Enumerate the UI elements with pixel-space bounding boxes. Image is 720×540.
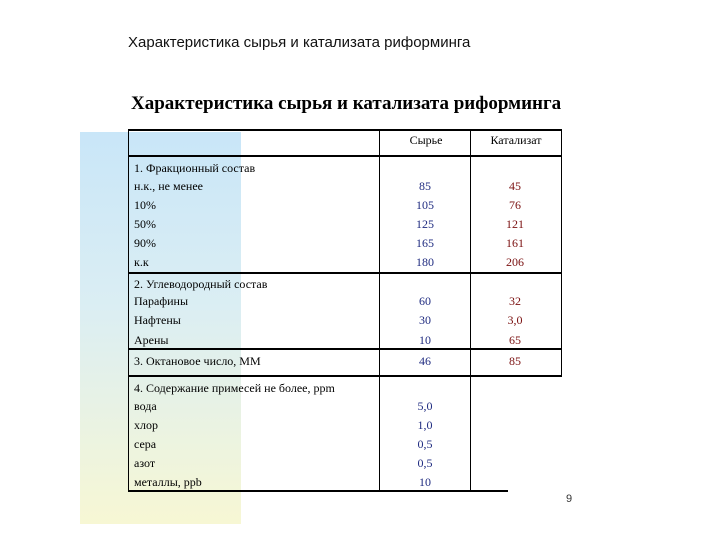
section3-divider — [128, 375, 562, 377]
row-label: Арены — [134, 333, 169, 347]
cell-cat: 45 — [509, 179, 521, 193]
cell-raw: 180 — [416, 255, 434, 269]
cell-raw: 60 — [419, 294, 431, 308]
row-label: металлы, ppb — [134, 475, 202, 489]
section-heading: 4. Содержание примесей не более, ppm — [134, 381, 335, 395]
row-label: сера — [134, 437, 157, 451]
section-heading: 1. Фракционный состав — [134, 161, 256, 175]
cell-cat: 121 — [506, 217, 524, 231]
cell-cat: 32 — [509, 294, 521, 308]
cell-raw: 1,0 — [417, 418, 433, 432]
row-label: н.к., не менее — [134, 179, 203, 193]
cell-cat: 65 — [509, 333, 521, 347]
table-top-border — [128, 129, 562, 131]
section1-divider — [128, 272, 562, 274]
cell-cat: 206 — [506, 255, 524, 269]
data-table — [128, 129, 562, 492]
row-label: Нафтены — [134, 313, 181, 327]
slide-header: Характеристика сырья и катализата риформинга — [128, 34, 471, 51]
column-header-raw: Сырье — [409, 133, 443, 147]
table-right-border — [561, 129, 562, 377]
column-header-catalyzate: Катализат — [490, 133, 542, 147]
slide-title: Характеристика сырья и катализата риформинга — [131, 93, 562, 114]
row-label: хлор — [134, 418, 158, 432]
cell-raw: 125 — [416, 217, 434, 231]
row-label: 90% — [134, 236, 156, 250]
cell-raw: 165 — [416, 236, 434, 250]
cell-raw: 10 — [419, 475, 431, 489]
cell-raw: 0,5 — [417, 437, 433, 451]
col-divider-1 — [379, 129, 380, 492]
section-heading: 3. Октановое число, ММ — [134, 354, 261, 368]
page-number: 9 — [566, 493, 573, 505]
row-label: 10% — [134, 198, 156, 212]
cell-cat: 76 — [509, 198, 521, 212]
section-heading: 2. Углеводородный состав — [134, 277, 268, 291]
row-label: Парафины — [134, 294, 188, 308]
cell-raw: 105 — [416, 198, 434, 212]
row-label: к.к — [134, 255, 149, 269]
header-divider — [128, 155, 562, 157]
cell-raw: 5,0 — [417, 399, 433, 413]
cell-cat: 85 — [509, 354, 521, 368]
row-label: вода — [134, 399, 157, 413]
col-divider-2 — [470, 129, 471, 492]
cell-raw: 46 — [419, 354, 431, 368]
row-label: азот — [134, 456, 156, 470]
cell-raw: 0,5 — [417, 456, 433, 470]
cell-raw: 10 — [419, 333, 431, 347]
cell-raw: 85 — [419, 179, 431, 193]
cell-cat: 3,0 — [507, 313, 523, 327]
cell-raw: 30 — [419, 313, 431, 327]
cell-cat: 161 — [506, 236, 524, 250]
row-label: 50% — [134, 217, 156, 231]
table-left-border — [128, 129, 129, 492]
